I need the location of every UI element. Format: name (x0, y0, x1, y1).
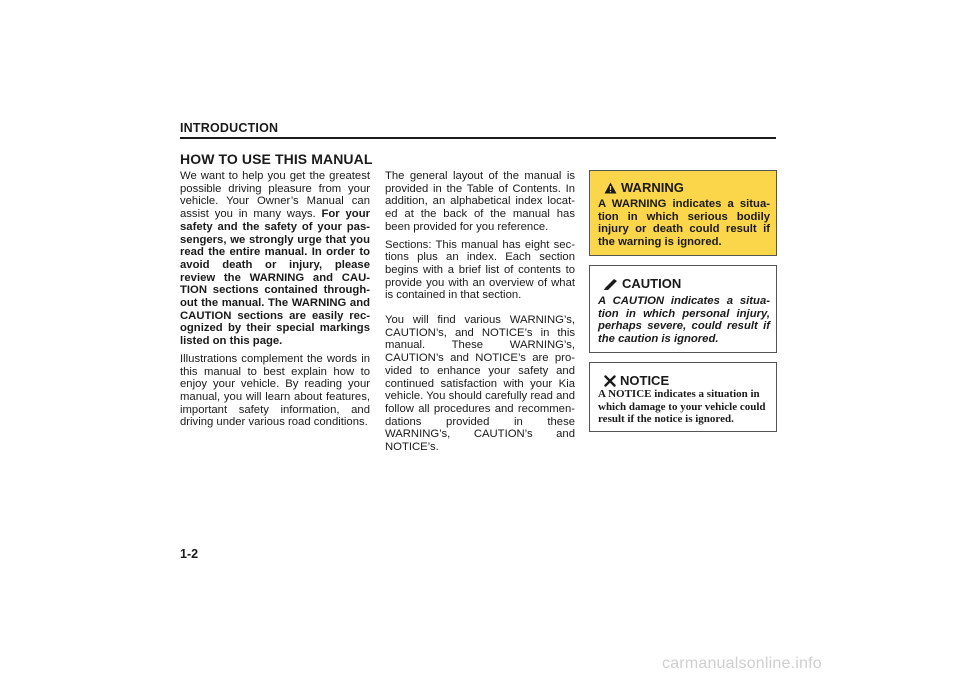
sections-paragraph: Sections: This manual has eight sec-tions plus an index. Each section begins with a brief list of contents to provide you with an overview of what is contained in that section. (385, 238, 575, 302)
caution-pencil-icon (604, 278, 618, 290)
safety-emphasis-text: For your safety and the safety of your pas-sengers, we strongly urge that you read the entire manual. In order to avoid death or injury, please review the WARNING and CAU-TION sections contained through-out the manual. The WARNING and CAUTION sections are easily rec-ognized by their special markings listed on this page. (180, 208, 370, 348)
warning-title (604, 180, 684, 195)
notice-cross-icon (604, 375, 616, 387)
caution-box (589, 265, 777, 353)
column-left (180, 170, 370, 434)
notice-title (604, 373, 669, 388)
warning-box (589, 170, 777, 256)
intro-paragraph (180, 170, 370, 348)
warning-text: A WARNING indicates a situa-tion in which serious bodily injury or death could result if the warning is ignored. (598, 198, 770, 248)
illustrations-paragraph: Illustrations complement the words in this manual to best explain how to enjoy your vehicle. By reading your manual, you will learn about features, important safety information, and driving under various road conditions. (180, 352, 370, 429)
page-heading: HOW TO USE THIS MANUAL (180, 151, 373, 167)
header-divider (180, 137, 776, 139)
watermark: carmanualsonline.info (662, 655, 822, 672)
column-middle (385, 170, 575, 459)
notice-title-label: NOTICE (620, 373, 670, 388)
caution-title (604, 276, 681, 291)
caution-title-label: CAUTION (622, 276, 682, 291)
notice-text: A NOTICE indicates a situation in which damage to your vehicle could result if the notice is ignored. (598, 388, 766, 425)
page-number: 1-2 (180, 547, 199, 561)
section-title: INTRODUCTION (180, 121, 279, 135)
warning-triangle-icon (604, 182, 617, 194)
warning-title-label: WARNING (621, 180, 684, 195)
caution-text: A CAUTION indicates a situa-tion in which personal injury, perhaps severe, could result if the caution is ignored. (598, 295, 770, 345)
warnings-paragraph: You will find various WARNING’s, CAUTION’s, and NOTICE’s in this manual. These WARNING’s, CAUTION’s and NOTICE’s are pro-vided to enhance your safety and continued satisfaction with your Kia vehicle. You should carefully read and follow all procedures and recommen-dations provided in these WARNING’s, CAUTION’s and NOTICE’s. (385, 314, 575, 454)
layout-paragraph: The general layout of the manual is provided in the Table of Contents. In addition, an alphabetical index locat-ed at the back of the manual has been provided for you reference. (385, 170, 575, 233)
intro-text: We want to help you get the greatest possible driving pleasure from your vehicle. Your Owner’s Manual can assist you in many ways. (180, 170, 370, 221)
notice-box (589, 362, 777, 432)
